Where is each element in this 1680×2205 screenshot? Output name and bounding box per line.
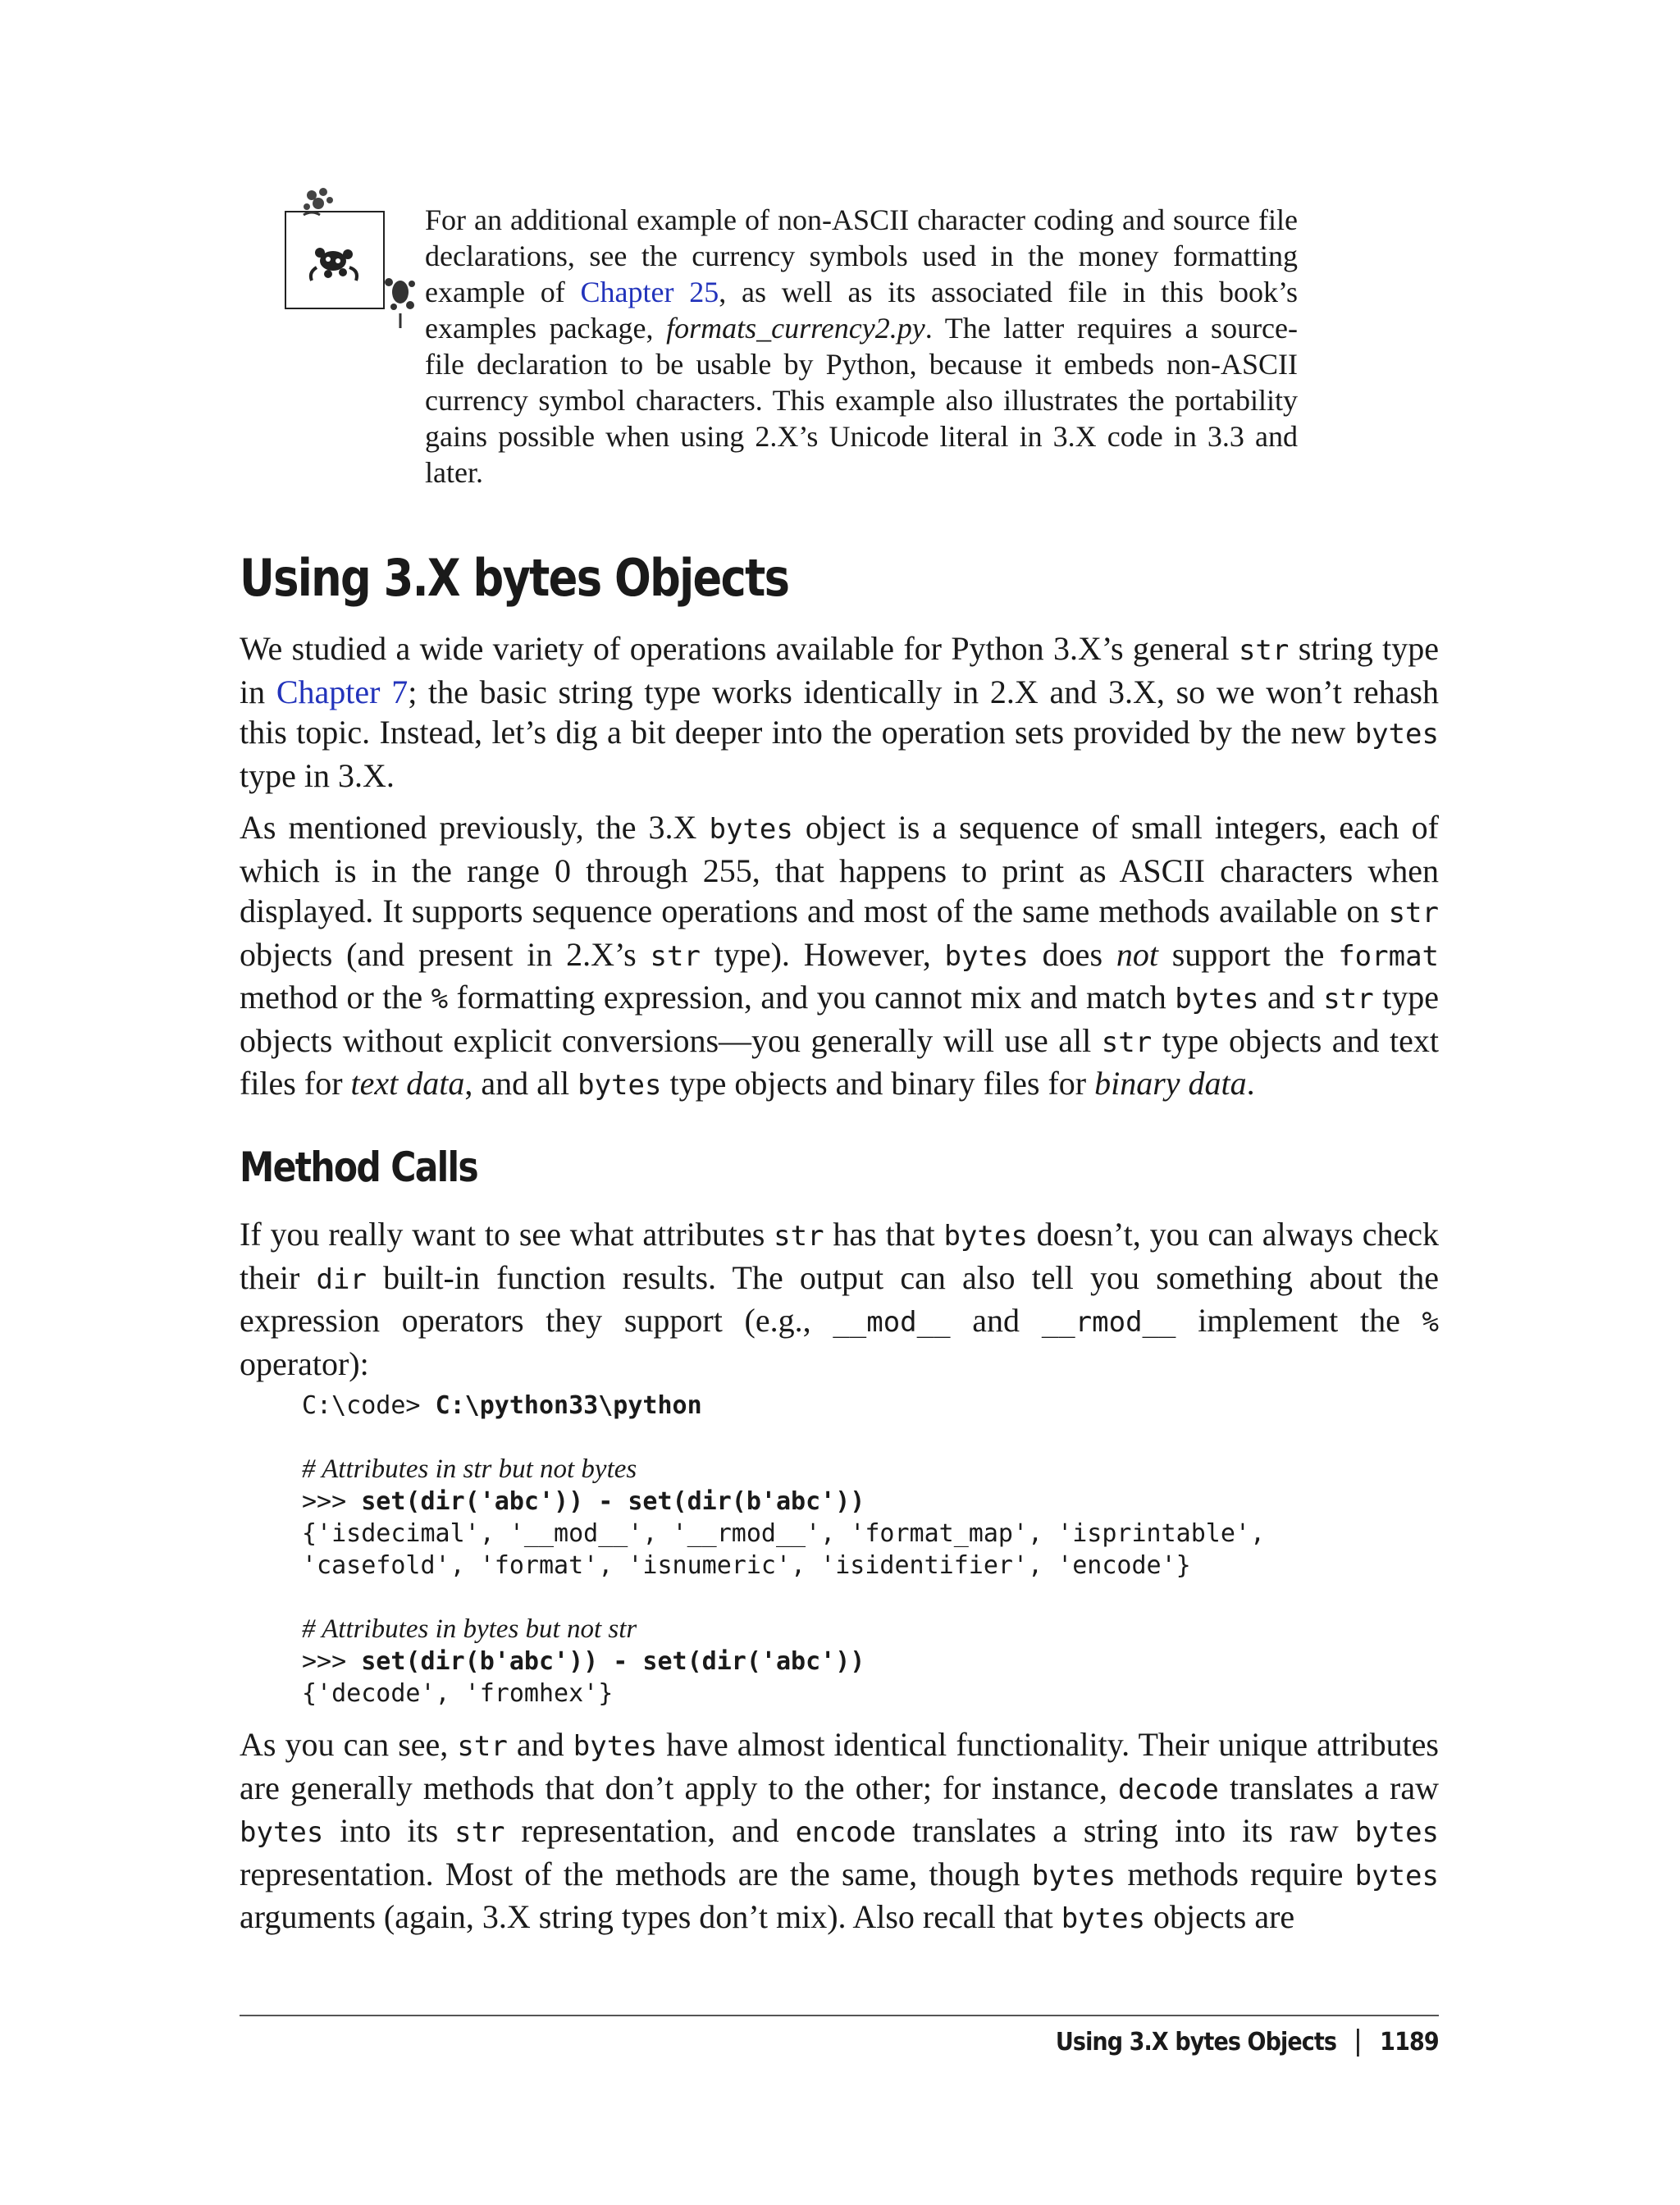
running-title: Using 3.X bytes Objects bbox=[1056, 2028, 1337, 2057]
tip-note-text: For an additional example of non-ASCII character coding and source file declarations, see the currency symbols used in the money formatting example of Chapter 25, as well as its associated file in this book’s examples package, formats_currency2.py. The latter requires a source-file declaration to be usable by Python, because it embeds non-ASCII currency symbol characters. This example also illustrates the portability gains possible when using 2.X’s Unicode literal in 3.X code in 3.3 and later. bbox=[425, 203, 1298, 489]
subsection-title: Method Calls bbox=[240, 1144, 478, 1191]
section-title: Using 3.X bytes Objects bbox=[240, 548, 789, 608]
paragraph-3: If you really want to see what attributes str has that bytes doesn’t, you can always check their dir built-in function results. The output can also tell you something about the expression operators they support (e.g., __mod__ and __rmod__ implement the % operator): bbox=[240, 1216, 1439, 1382]
page-footer bbox=[1056, 2026, 1439, 2059]
chapter-7-link[interactable]: Chapter 7 bbox=[276, 673, 409, 710]
page-number: 1189 bbox=[1380, 2028, 1439, 2057]
footer-rule bbox=[240, 2015, 1439, 2016]
chapter-25-link[interactable]: Chapter 25 bbox=[580, 276, 719, 308]
paragraph-4: As you can see, str and bytes have almost identical functionality. Their unique attributes are generally methods that don’t apply to the other; for instance, decode translates a raw bytes into its str representation, and encode translates a string into its raw bytes representation. Most of the methods are the same, though bytes methods require bytes arguments (again, 3.X string types don’t mix). Also recall that bytes objects are bbox=[240, 1726, 1440, 1935]
paragraph-1: We studied a wide variety of operations available for Python 3.X’s general str string type in Chapter 7; the basic string type works identically in 2.X and 3.X, so we won’t rehash this topic. Instead, let’s dig a bit deeper into the operation sets provided by the new bytes type in 3.X. bbox=[240, 630, 1439, 794]
paragraph-2: As mentioned previously, the 3.X bytes object is a sequence of small integers, each of which is in the range 0 through 255, that happens to print as ASCII characters when displayed. It supports sequence operations and most of the same methods available on str objects (and present in 2.X’s str type). However, bytes does not support the format method or the % formatting expression, and you cannot mix and match bytes and str type objects without explicit conversions—you generally will use all str type objects and text files for text data, and all bytes type objects and binary files for binary data. bbox=[240, 809, 1440, 1102]
scorpion-tip-icon bbox=[279, 182, 427, 338]
footer-separator bbox=[1358, 2029, 1360, 2057]
filename: formats_currency2.py bbox=[666, 312, 925, 345]
code-listing: C:\code> C:\python33\python # Attributes in str but not bytes >>> set(dir('abc')) - set(dir(b'abc')) {'isdecimal', '__mod__', '__rmod__', 'format_map', 'isprintable', 'casefold', 'format', 'isnumeric', 'isidentifier', 'encode'} # Attributes in bytes but not str >>> set(dir(b'abc')) - set(dir('abc')) {'decode', 'fromhex'} bbox=[302, 1391, 1265, 1708]
